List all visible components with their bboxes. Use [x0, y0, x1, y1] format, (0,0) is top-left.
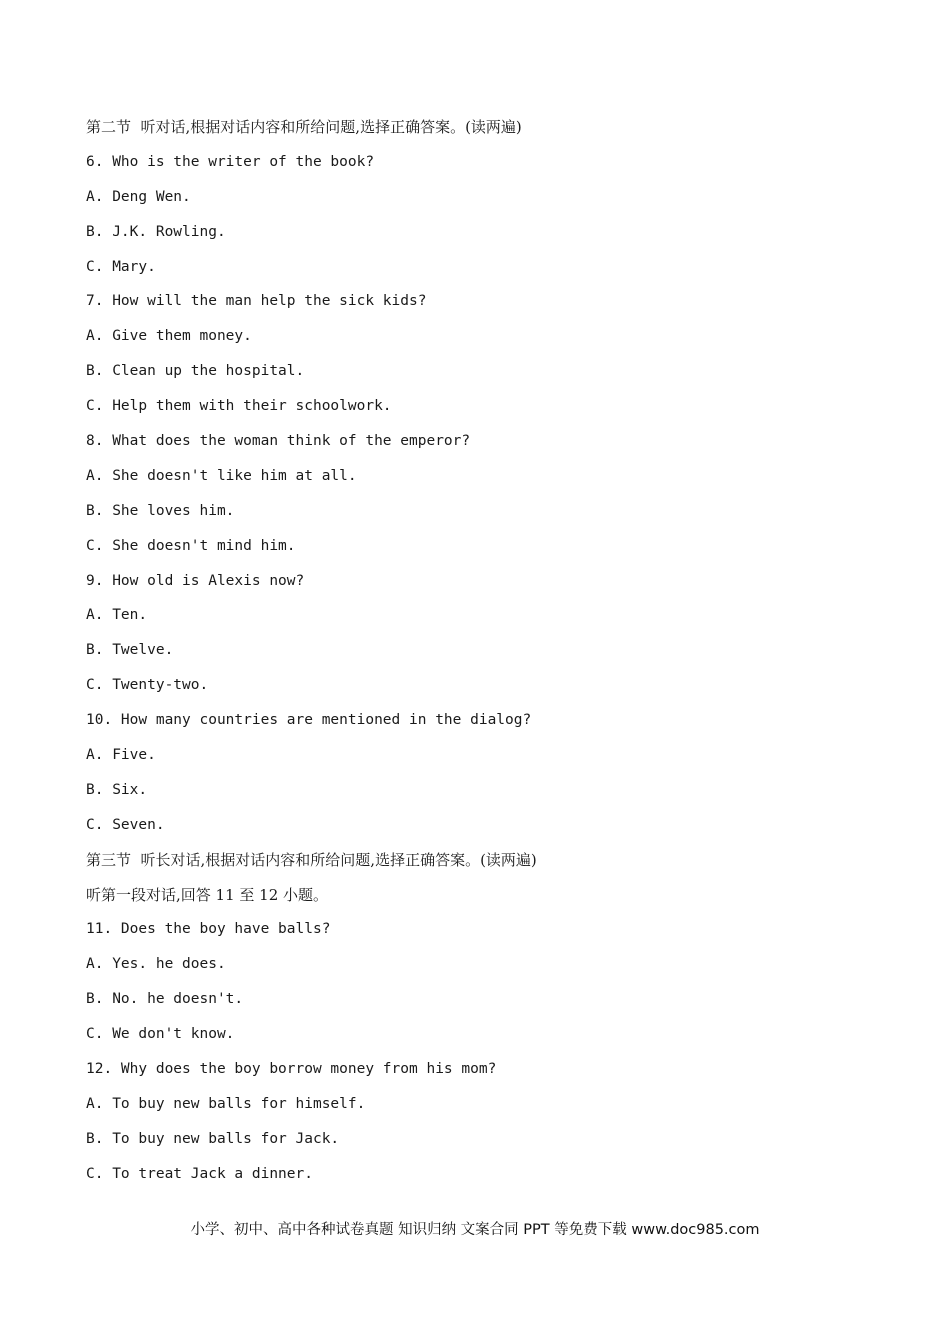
answer-option: C. To treat Jack a dinner. [86, 1165, 313, 1182]
answer-option: A. Yes. he does. [86, 956, 226, 973]
exam-content [86, 114, 886, 1196]
question-text: 11. Does the boy have balls? [86, 921, 331, 938]
answer-option: A. Five. [86, 747, 156, 764]
question-text: 8. What does the woman think of the emperor? [86, 433, 471, 450]
answer-option: B. Clean up the hospital. [86, 363, 305, 380]
answer-option: B. To buy new balls for Jack. [86, 1130, 340, 1147]
answer-option: A. Deng Wen. [86, 188, 191, 205]
answer-option: B. She loves him. [86, 502, 235, 519]
answer-option: C. Help them with their schoolwork. [86, 398, 392, 415]
question-text: 12. Why does the boy borrow money from his mom? [86, 1061, 497, 1078]
answer-option: C. Twenty-two. [86, 677, 209, 694]
answer-option: A. Ten. [86, 607, 148, 624]
section-heading: 听第一段对话,回答 11 至 12 小题。 [86, 885, 329, 904]
question-text: 7. How will the man help the sick kids? [86, 293, 427, 310]
section-heading: 第三节 听长对话,根据对话内容和所给问题,选择正确答案。(读两遍) [86, 850, 537, 869]
answer-option: C. Mary. [86, 258, 156, 275]
answer-option: C. Seven. [86, 816, 165, 833]
answer-option: B. No. he doesn't. [86, 991, 244, 1008]
answer-option: B. J.K. Rowling. [86, 223, 226, 240]
question-text: 10. How many countries are mentioned in the dialog? [86, 712, 532, 729]
footer-text: 小学、初中、高中各种试卷真题 知识归纳 文案合同 PPT 等免费下载 www.doc985.com [190, 1222, 760, 1238]
answer-option: A. She doesn't like him at all. [86, 467, 357, 484]
answer-option: A. Give them money. [86, 328, 252, 345]
answer-option: C. She doesn't mind him. [86, 537, 296, 554]
answer-option: C. We don't know. [86, 1026, 235, 1043]
question-text: 9. How old is Alexis now? [86, 572, 305, 589]
answer-option: B. Six. [86, 781, 148, 798]
answer-option: B. Twelve. [86, 642, 174, 659]
question-text: 6. Who is the writer of the book? [86, 153, 375, 170]
section-heading: 第二节 听对话,根据对话内容和所给问题,选择正确答案。(读两遍) [86, 118, 522, 136]
answer-option: A. To buy new balls for himself. [86, 1095, 366, 1112]
